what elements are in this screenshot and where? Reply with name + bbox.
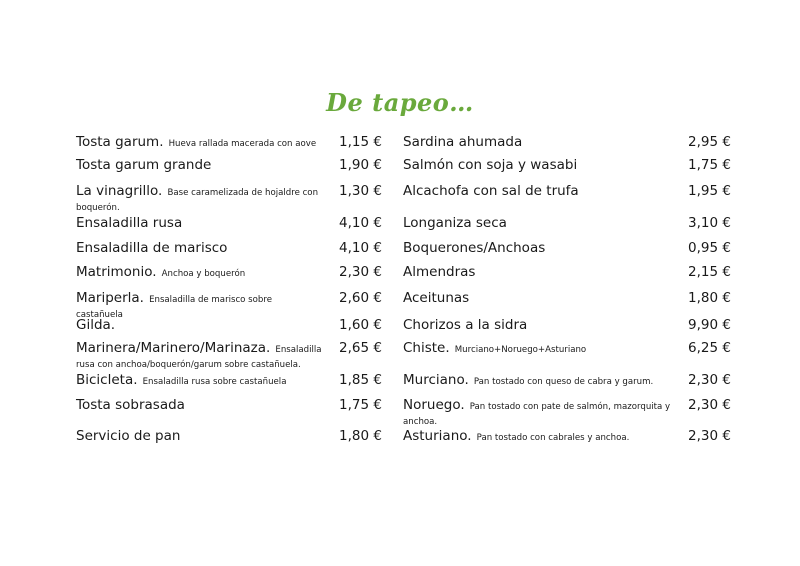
item-price: 2,30 €: [339, 264, 382, 280]
menu-title: De tapeo…: [326, 88, 474, 117]
item-price: 1,80 €: [688, 290, 731, 306]
item-name: Tosta garum.: [76, 134, 164, 150]
item-name: Longaniza seca: [403, 215, 507, 231]
item-name: Murciano.: [403, 372, 469, 388]
item-price: 4,10 €: [339, 215, 382, 231]
item-price: 1,90 €: [339, 157, 382, 173]
item-price: 2,30 €: [688, 372, 731, 388]
item-price: 2,60 €: [339, 290, 382, 306]
item-name: Bicicleta.: [76, 372, 138, 388]
item-price: 9,90 €: [688, 317, 731, 333]
item-price: 1,85 €: [339, 372, 382, 388]
item-price: 1,95 €: [688, 183, 731, 199]
item-name: Tosta sobrasada: [76, 397, 185, 413]
item-name: Sardina ahumada: [403, 134, 523, 150]
item-price: 2,30 €: [688, 428, 731, 444]
item-name: Marinera/Marinero/Marinaza.: [76, 340, 271, 356]
item-price: 3,10 €: [688, 215, 731, 231]
item-name: Ensaladilla rusa: [76, 215, 183, 231]
item-name: Chiste.: [403, 340, 450, 356]
item-name: Chorizos a la sidra: [403, 317, 528, 333]
item-price: 2,15 €: [688, 264, 731, 280]
item-description: Pan tostado con queso de cabra y garum.: [473, 377, 654, 387]
item-name: Noruego.: [403, 397, 465, 413]
item-description: Ensaladilla rusa sobre castañuela: [142, 377, 287, 387]
item-name: Boquerones/Anchoas: [403, 240, 546, 256]
item-price: 1,60 €: [339, 317, 382, 333]
item-name: Matrimonio.: [76, 264, 157, 280]
item-name: Aceitunas: [403, 290, 470, 306]
item-description: Pan tostado con pate de salmón, mazorquita y anchoa.: [403, 402, 671, 427]
item-name: Tosta garum grande: [76, 157, 212, 173]
item-price: 2,30 €: [688, 397, 731, 413]
item-price: 6,25 €: [688, 340, 731, 356]
item-price: 1,75 €: [688, 157, 731, 173]
item-price: 1,75 €: [339, 397, 382, 413]
item-description: Hueva rallada macerada con aove: [168, 139, 317, 149]
item-price: 2,95 €: [688, 134, 731, 150]
item-name: Gilda.: [76, 317, 116, 333]
item-description: Murciano+Noruego+Asturiano: [454, 345, 587, 355]
item-description: Base caramelizada de hojaldre con boquerón.: [76, 188, 319, 213]
item-name: Mariperla.: [76, 290, 144, 306]
item-name: La vinagrillo.: [76, 183, 163, 199]
item-name: Almendras: [403, 264, 476, 280]
item-price: 0,95 €: [688, 240, 731, 256]
item-name: Servicio de pan: [76, 428, 181, 444]
item-name: Alcachofa con sal de trufa: [403, 183, 579, 199]
item-description: Pan tostado con cabrales y anchoa.: [476, 433, 630, 443]
item-price: 2,65 €: [339, 340, 382, 356]
item-name: Asturiano.: [403, 428, 472, 444]
item-description: Anchoa y boquerón: [161, 269, 246, 279]
item-price: 1,30 €: [339, 183, 382, 199]
item-price: 4,10 €: [339, 240, 382, 256]
item-description: Ensaladilla de marisco sobre castañuela: [76, 295, 272, 320]
item-name: Ensaladilla de marisco: [76, 240, 228, 256]
item-description: Ensaladilla rusa con anchoa/boquerón/garum sobre castañuela.: [76, 345, 322, 370]
item-name: Salmón con soja y wasabi: [403, 157, 578, 173]
item-price: 1,15 €: [339, 134, 382, 150]
item-price: 1,80 €: [339, 428, 382, 444]
